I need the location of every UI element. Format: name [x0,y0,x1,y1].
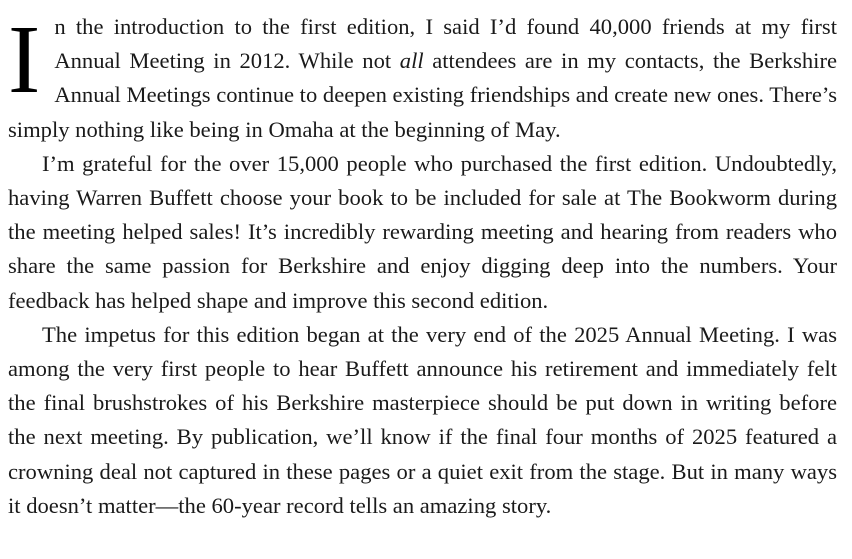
paragraph-1-emphasis: all [399,48,424,74]
paragraph-3-text: The impetus for this edition began at the very end of the 2025 Annual Meeting. I was among the very first people to hear Buffett announce his retirement and immediately felt the final brushstrokes of his Berkshire masterpiece should be put down in writing before the next meeting. By publication, we’ll know if the final four months of 2025 featured a crowning deal not captured in these pages or a quiet exit from the stage. But in many ways it doesn’t matter—the 60-year record tells an amazing story. [8,321,837,518]
paragraph-1 [8,0,837,147]
paragraph-1-text-after: attendees are in my contacts, the Berkshire Annual Meetings continue to deepen existing friendships and create new ones. There’s simply nothing like being in Omaha at the beginning of May. [8,48,838,142]
paragraph-2 [8,147,837,318]
paragraph-2-text: I’m grateful for the over 15,000 people who purchased the first edition. Undoubtedly, having Warren Buffett choose your book to be included for sale at The Bookworm during the meeting helped sales! It’s incredibly rewarding meeting and hearing from readers who share the same passion for Berkshire and enjoy digging deep into the numbers. Your feedback has helped shape and improve this second edition. [8,150,837,313]
paragraph-1-text: n the introduction to the first edition, I said I’d found 40,000 friends at my first Annual Meeting in 2012. While not [54,14,837,74]
paragraph-3 [8,318,837,523]
drop-cap: I [8,6,41,113]
